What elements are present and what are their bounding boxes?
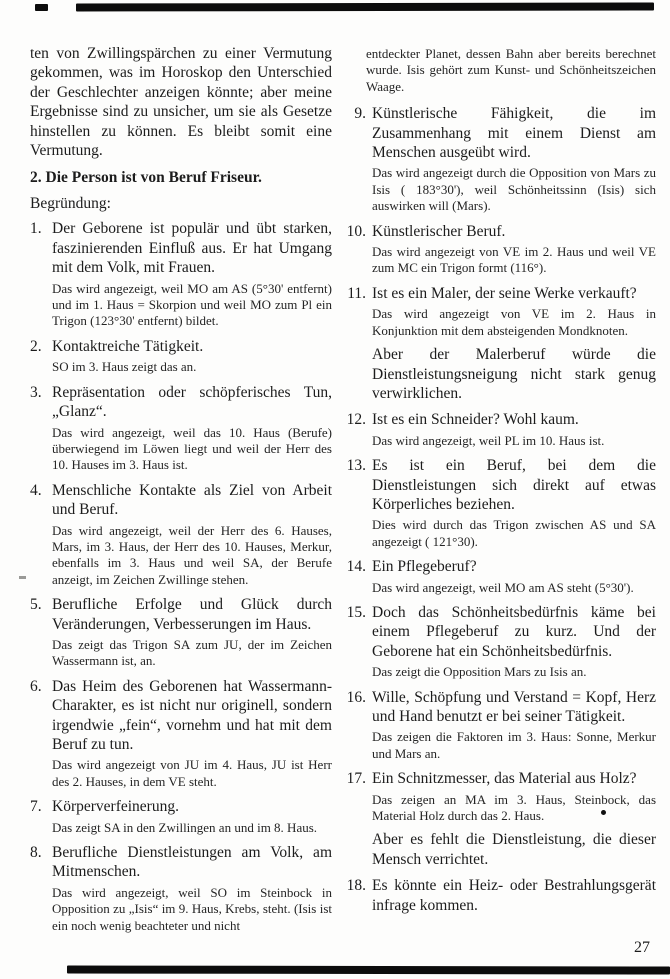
- list-item: [344, 284, 656, 403]
- item-text: Das Heim des Geborenen hat Wassermann-Charakter, es ist nicht nur originell, sondern irgendwie „fein“, vornehm und hat mit dem Beruf zu tun.: [52, 677, 332, 753]
- item-body: [372, 284, 656, 403]
- item-text: Ist es ein Schneider? Wohl kaum.: [372, 411, 579, 429]
- list-item: [344, 456, 656, 550]
- item-number: 13.: [346, 457, 366, 475]
- intro-paragraph: ten von Zwillingspärchen zu einer Vermutung gekommen, was im Horoskop den Unterschied der Geschlechter anzeigen könnte; aber meine Ergebnisse sind zu unsicher, um sie als Gesetze hinstellen zu können. Es bleibt somit eine Vermutung.: [30, 45, 332, 160]
- item-body: [52, 219, 332, 329]
- item-body: [52, 481, 332, 588]
- item-text: Berufliche Dienstleistungen am Volk, am Mitmenschen.: [52, 844, 332, 881]
- item-body: [52, 383, 332, 474]
- item-text: Es könnte ein Heiz- oder Bestrahlungsgerät infrage kommen.: [372, 877, 656, 914]
- item-text: Doch das Schönheitsbedürfnis käme bei einem Pflegeberuf zu kurz. Und der Geborene hat ein Schönheitsbedürfnis.: [372, 603, 656, 660]
- item-number: 17.: [346, 770, 366, 788]
- scan-artifact-top-bar-left: [35, 4, 48, 11]
- item-body: [52, 677, 332, 790]
- item-note: Das wird angezeigt von VE im 2. Haus und weil VE zum MC ein Trigon formt (116°).: [372, 244, 656, 276]
- list-item: [344, 603, 656, 681]
- left-column: [30, 44, 332, 941]
- item-text: Menschliche Kontakte als Ziel von Arbeit und Beruf.: [52, 481, 332, 519]
- item-number: 10.: [346, 222, 366, 240]
- item-body: [372, 222, 656, 277]
- list-item: [30, 677, 332, 790]
- item-note: Das zeigt SA in den Zwillingen an und im 8. Haus.: [52, 819, 318, 835]
- item-note: Das wird angezeigt, weil MO am AS steht (5°30').: [372, 579, 634, 595]
- item-note: Das wird angezeigt, weil PL im 10. Haus ist.: [372, 432, 605, 448]
- scan-artifact-top-bar: [76, 2, 654, 11]
- item-text: Ein Pflegeberuf?: [372, 558, 477, 576]
- item-number: 9.: [354, 105, 366, 123]
- item-text: Ein Schnitzmesser, das Material aus Holz?: [372, 770, 637, 788]
- list-item: [30, 595, 332, 670]
- item-text: Repräsentation oder schöpferisches Tun, „Glanz“.: [52, 383, 332, 421]
- item-number: 11.: [347, 284, 366, 302]
- item-number: 4.: [30, 481, 42, 499]
- item-number: 14.: [346, 558, 366, 576]
- item-body: [372, 410, 656, 449]
- right-column: [344, 44, 656, 922]
- list-item: [344, 104, 656, 214]
- item-note: Das wird angezeigt, weil das 10. Haus (Berufe) überwiegend im Löwen liegt und weil der Herr des 10. Hauses im 3. Haus ist.: [52, 424, 332, 473]
- item-note: Das zeigen an MA im 3. Haus, Steinbock, das Material Holz durch das 2. Haus.: [372, 791, 656, 824]
- item-body: [372, 769, 656, 869]
- list-item: [344, 688, 656, 763]
- item-number: 12.: [346, 411, 366, 429]
- list-item: [344, 769, 656, 869]
- item-note: Dies wird durch das Trigon zwischen AS und SA angezeigt ( 121°30).: [372, 517, 656, 549]
- section-heading: 2. Die Person ist von Beruf Friseur.: [30, 169, 262, 187]
- item-body: [372, 603, 656, 681]
- item-text: Körperverfeinerung.: [52, 798, 179, 816]
- item-body: [372, 456, 656, 550]
- item-number: 8.: [30, 844, 42, 862]
- list-item: [30, 797, 332, 836]
- begruendung-label: Begründung:: [30, 195, 111, 213]
- item-note: Das zeigt das Trigon SA zum JU, der im Zeichen Wassermann ist, an.: [52, 636, 332, 669]
- item-note: Das wird angezeigt, weil SO im Steinbock in Opposition zu „Isis“ im 9. Haus, Krebs, steht. (Isis ist ein noch wenig beachteter und nicht: [52, 884, 332, 933]
- item-number: 5.: [30, 596, 42, 614]
- item-note: Das wird angezeigt von VE im 2. Haus in Konjunktion mit dem absteigenden Mondknoten.: [372, 306, 656, 338]
- item-body: [52, 337, 332, 376]
- page-number: 27: [634, 939, 650, 956]
- list-item: [344, 222, 656, 277]
- list-item: [344, 876, 656, 915]
- item-body: [52, 843, 332, 934]
- item-body: [372, 557, 656, 596]
- item-text: Künstlerische Fähigkeit, die im Zusammenhang mit einem Dienst am Menschen ausgeübt wird.: [372, 105, 656, 162]
- item-number: 1.: [30, 220, 42, 238]
- item-text: Wille, Schöpfung und Verstand = Kopf, Herz und Hand benutzt er bei seiner Tätigkeit.: [372, 688, 656, 725]
- continuation-note: entdeckter Planet, dessen Bahn aber bereits berechnet wurde. Isis gehört zum Kunst- und Schönheitszeichen Waage.: [366, 46, 656, 94]
- item-extra-paragraph: Aber der Malerberuf würde die Dienstleistungsneigung nicht stark genug verwirklichen.: [372, 346, 656, 402]
- item-number: 15.: [346, 603, 366, 621]
- item-note: Das wird angezeigt, weil MO am AS (5°30' entfernt) und im 1. Haus = Skorpion und weil MO zum Pl ein Trigon (123°30' entfernt) bildet.: [52, 280, 332, 329]
- item-text: Kontaktreiche Tätigkeit.: [52, 337, 204, 355]
- list-item: [30, 481, 332, 588]
- margin-mark: [19, 576, 26, 579]
- list-item: [30, 337, 332, 376]
- item-note: Das zeigen die Faktoren im 3. Haus: Sonne, Merkur und Mars an.: [372, 729, 656, 761]
- item-body: [52, 797, 332, 836]
- scan-artifact-bottom-bar: [67, 965, 670, 974]
- item-number: 6.: [30, 677, 42, 695]
- item-extra-paragraph: Aber es fehlt die Dienstleistung, die dieser Mensch verrichtet.: [372, 831, 656, 868]
- item-number: 7.: [30, 798, 42, 816]
- item-note: Das wird angezeigt durch die Opposition von Mars zu Isis ( 183°30'), weil Schönheitssinn (Isis) sich auswirken will (Mars).: [372, 165, 656, 214]
- list-item: [344, 410, 656, 449]
- item-text: Ist es ein Maler, der seine Werke verkauft?: [372, 284, 637, 302]
- item-note: Das wird angezeigt, weil der Herr des 6. Hauses, Mars, im 3. Haus, der Herr des 10. Hauses, Merkur, ebenfalls im 3. Haus und weil SA, der Berufe anzeigt, im Zeichen Zwillinge stehen.: [52, 522, 332, 587]
- list-item: [30, 219, 332, 329]
- list-item: [344, 557, 656, 596]
- item-text: Berufliche Erfolge und Glück durch Veränderungen, Verbesserungen im Haus.: [52, 596, 332, 633]
- item-body: [372, 104, 656, 214]
- item-text: Künstlerischer Beruf.: [372, 222, 506, 240]
- item-number: 3.: [30, 383, 42, 401]
- list-item: [30, 383, 332, 474]
- list-item: [30, 843, 332, 934]
- item-number: 18.: [346, 877, 366, 895]
- item-note: SO im 3. Haus zeigt das an.: [52, 359, 197, 375]
- item-note: Das wird angezeigt von JU im 4. Haus, JU ist Herr des 2. Hauses, in dem VE steht.: [52, 757, 332, 789]
- item-body: [52, 595, 332, 670]
- item-body: [372, 688, 656, 763]
- item-number: 16.: [346, 688, 366, 706]
- item-text: Der Geborene ist populär und übt starken, faszinierenden Einfluß aus. Er hat Umgang mit dem Volk, mit Frauen.: [52, 220, 332, 277]
- item-number: 2.: [30, 337, 42, 355]
- item-body: [372, 876, 656, 915]
- item-text: Es ist ein Beruf, bei dem die Dienstleistungen sich direkt auf etwas Körperliches beziehen.: [372, 457, 656, 513]
- item-note: Das zeigt die Opposition Mars zu Isis an.: [372, 664, 587, 680]
